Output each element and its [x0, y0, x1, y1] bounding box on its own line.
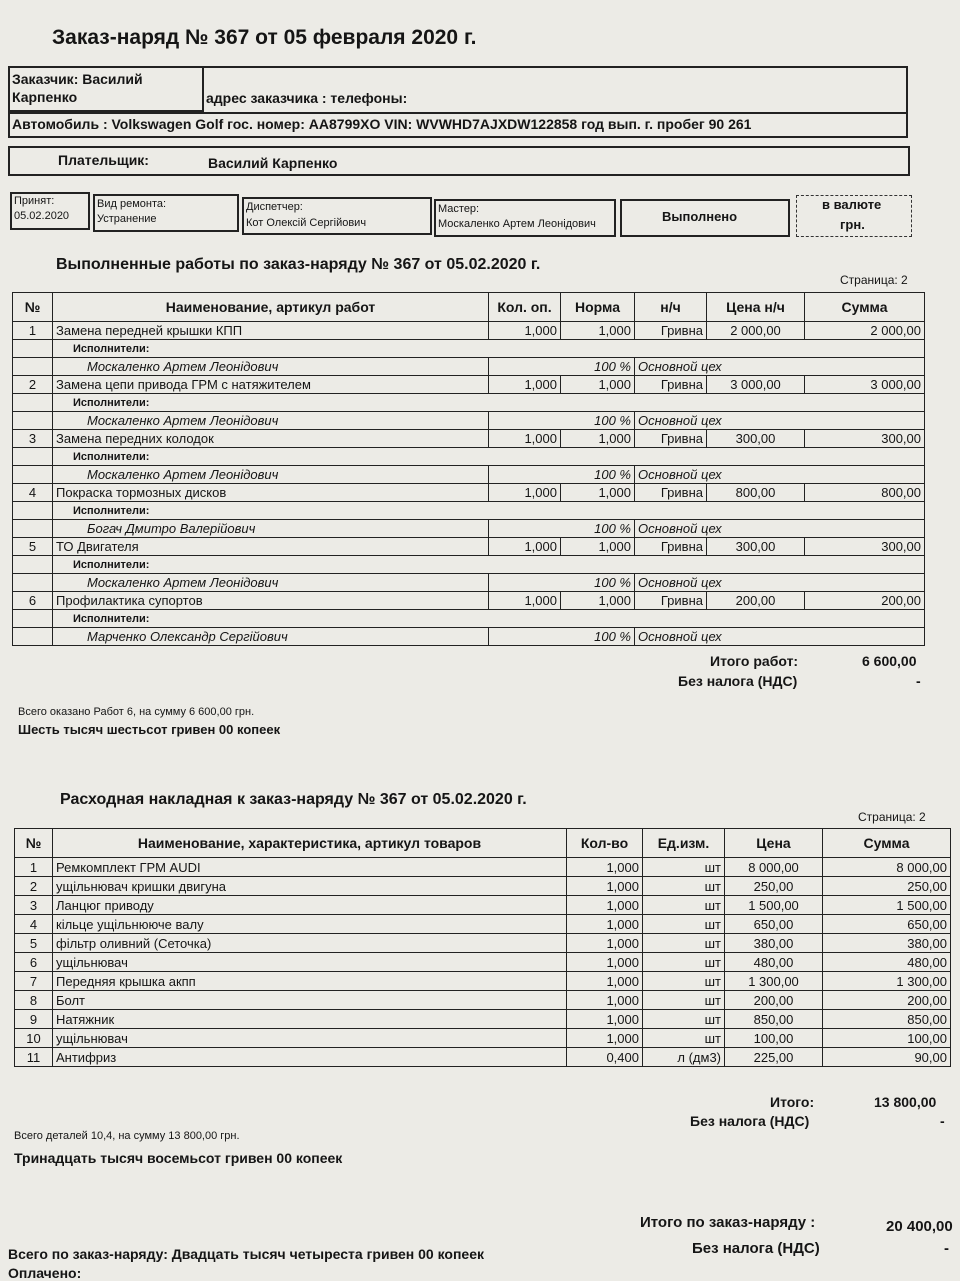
works-performer-pct: 100 % [489, 628, 635, 646]
goods-row-name: фільтр оливний (Сеточка) [53, 934, 567, 953]
works-total-label: Итого работ: [710, 653, 799, 669]
goods-row-price: 1 500,00 [725, 896, 823, 915]
dispatcher-label: Диспетчер: [246, 201, 303, 213]
goods-row-qty: 1,000 [567, 1010, 643, 1029]
works-row [13, 484, 925, 502]
goods-table [14, 828, 951, 1067]
works-performer-shop: Основной цех [635, 574, 925, 592]
currency-label: в валюте [822, 197, 882, 212]
goods-col-n: № [15, 829, 53, 858]
works-page: Страница: 2 [840, 273, 908, 287]
document-title: Заказ-наряд № 367 от 05 февраля 2020 г. [52, 26, 477, 49]
works-row-name: Покраска тормозных дисков [53, 484, 489, 502]
goods-row [15, 991, 951, 1010]
goods-row-unit: шт [643, 858, 725, 877]
goods-row [15, 915, 951, 934]
works-row-price: 200,00 [707, 592, 805, 610]
works-row-unit: Гривна [635, 430, 707, 448]
goods-row-sum: 480,00 [823, 953, 951, 972]
works-performer-pct: 100 % [489, 520, 635, 538]
grand-total-label: Итого по заказ-наряду : [640, 1214, 816, 1231]
works-performers-row [13, 394, 925, 412]
goods-row-price: 850,00 [725, 1010, 823, 1029]
goods-row-number: 9 [15, 1010, 53, 1029]
goods-row-price: 225,00 [725, 1048, 823, 1067]
works-col-unit: н/ч [635, 293, 707, 322]
works-blank-cell [13, 340, 53, 358]
works-performer-shop: Основной цех [635, 628, 925, 646]
goods-row-unit: шт [643, 1010, 725, 1029]
goods-row [15, 896, 951, 915]
goods-row-qty: 1,000 [567, 896, 643, 915]
works-row-norm: 1,000 [561, 538, 635, 556]
car-line: Автомобиль : Volkswagen Golf гос. номер: AA8799XO VIN: WVWHD7AJXDW122858 год вып. г. пробег 90 261 [12, 116, 752, 132]
goods-row-name: Болт [53, 991, 567, 1010]
works-row-price: 2 000,00 [707, 322, 805, 340]
goods-row-price: 100,00 [725, 1029, 823, 1048]
goods-row [15, 934, 951, 953]
works-col-sum: Сумма [805, 293, 925, 322]
payer-label: Плательщик: [58, 152, 149, 168]
goods-row-number: 5 [15, 934, 53, 953]
goods-row-name: кільце ущільнююче валу [53, 915, 567, 934]
works-row-number: 6 [13, 592, 53, 610]
works-performer-shop: Основной цех [635, 412, 925, 430]
grand-total-words: Всего по заказ-наряду: Двадцать тысяч четыреста гривен 00 копеек [8, 1246, 484, 1262]
accepted-label: Принят: [14, 195, 55, 207]
goods-row-qty: 1,000 [567, 877, 643, 896]
master-label: Мастер: [438, 203, 480, 215]
works-blank-cell [13, 574, 53, 592]
works-performer-name: Марченко Олександр Сергійович [53, 628, 489, 646]
works-performer-name: Москаленко Артем Леонідович [53, 466, 489, 484]
works-performers-label: Исполнители: [53, 448, 925, 466]
dispatcher-value: Кот Олексій Сергійович [246, 217, 367, 229]
works-blank-cell [13, 520, 53, 538]
works-tax-label: Без налога (НДС) [678, 673, 798, 689]
works-performers-row [13, 502, 925, 520]
goods-row-price: 480,00 [725, 953, 823, 972]
works-row-qty: 1,000 [489, 322, 561, 340]
works-row-name: Замена цепи привода ГРМ с натяжителем [53, 376, 489, 394]
goods-row-name: ущільнювач [53, 953, 567, 972]
goods-row-sum: 200,00 [823, 991, 951, 1010]
works-summary-small: Всего оказано Работ 6, на сумму 6 600,00 грн. [18, 706, 255, 718]
works-row-price: 300,00 [707, 430, 805, 448]
goods-row [15, 953, 951, 972]
works-row-norm: 1,000 [561, 484, 635, 502]
works-blank-cell [13, 556, 53, 574]
goods-row-sum: 1 300,00 [823, 972, 951, 991]
goods-row [15, 972, 951, 991]
goods-row-unit: шт [643, 934, 725, 953]
works-row-number: 1 [13, 322, 53, 340]
works-performers-label: Исполнители: [53, 556, 925, 574]
goods-row [15, 877, 951, 896]
goods-row-name: Антифриз [53, 1048, 567, 1067]
goods-row-unit: шт [643, 991, 725, 1010]
works-performer-shop: Основной цех [635, 358, 925, 376]
works-row-qty: 1,000 [489, 484, 561, 502]
works-header-row [13, 293, 925, 322]
works-performer-name: Москаленко Артем Леонідович [53, 412, 489, 430]
works-performer-row [13, 628, 925, 646]
works-row-unit: Гривна [635, 322, 707, 340]
goods-row-name: ущільнювач кришки двигуна [53, 877, 567, 896]
goods-header-row [15, 829, 951, 858]
goods-row-unit: шт [643, 915, 725, 934]
goods-row-sum: 1 500,00 [823, 896, 951, 915]
goods-tax-value: - [940, 1113, 945, 1129]
goods-row-qty: 1,000 [567, 915, 643, 934]
goods-row-sum: 90,00 [823, 1048, 951, 1067]
works-row-sum: 300,00 [805, 430, 925, 448]
works-row-number: 3 [13, 430, 53, 448]
goods-summary-words: Тринадцать тысяч восемьсот гривен 00 копеек [14, 1150, 343, 1166]
works-row-unit: Гривна [635, 484, 707, 502]
goods-total-label: Итого: [770, 1094, 815, 1110]
works-col-norm: Норма [561, 293, 635, 322]
goods-row-sum: 250,00 [823, 877, 951, 896]
goods-row-qty: 1,000 [567, 858, 643, 877]
goods-row-number: 10 [15, 1029, 53, 1048]
goods-row-price: 650,00 [725, 915, 823, 934]
works-performer-shop: Основной цех [635, 520, 925, 538]
works-blank-cell [13, 412, 53, 430]
goods-row-name: Натяжник [53, 1010, 567, 1029]
works-row-unit: Гривна [635, 376, 707, 394]
goods-row-name: Ланцюг приводу [53, 896, 567, 915]
goods-title: Расходная накладная к заказ-наряду № 367 от 05.02.2020 г. [60, 791, 527, 808]
goods-row-unit: л (дм3) [643, 1048, 725, 1067]
goods-row-name: Ремкомплект ГРМ AUDI [53, 858, 567, 877]
works-blank-cell [13, 394, 53, 412]
works-summary-words: Шесть тысяч шестьсот гривен 00 копеек [18, 722, 281, 737]
works-row-norm: 1,000 [561, 430, 635, 448]
works-performer-pct: 100 % [489, 412, 635, 430]
works-row-unit: Гривна [635, 538, 707, 556]
address-label: адрес заказчика : телефоны: [206, 90, 408, 106]
goods-col-sum: Сумма [823, 829, 951, 858]
works-performer-row [13, 358, 925, 376]
repair-label: Вид ремонта: [97, 198, 167, 210]
works-row-number: 2 [13, 376, 53, 394]
works-performer-pct: 100 % [489, 574, 635, 592]
works-blank-cell [13, 628, 53, 646]
works-tax-value: - [916, 673, 921, 689]
goods-row-sum: 380,00 [823, 934, 951, 953]
works-row [13, 538, 925, 556]
goods-row-name: ущільнювач [53, 1029, 567, 1048]
goods-row-unit: шт [643, 953, 725, 972]
goods-row [15, 1010, 951, 1029]
works-row-name: Замена передних колодок [53, 430, 489, 448]
works-row-price: 3 000,00 [707, 376, 805, 394]
goods-tax-label: Без налога (НДС) [690, 1113, 810, 1129]
works-blank-cell [13, 448, 53, 466]
goods-page: Страница: 2 [858, 810, 926, 824]
goods-row [15, 1029, 951, 1048]
works-performer-row [13, 412, 925, 430]
works-performer-row [13, 520, 925, 538]
goods-row-price: 1 300,00 [725, 972, 823, 991]
works-performers-label: Исполнители: [53, 610, 925, 628]
goods-row-number: 1 [15, 858, 53, 877]
works-row-qty: 1,000 [489, 430, 561, 448]
goods-row [15, 858, 951, 877]
works-row-norm: 1,000 [561, 322, 635, 340]
goods-row-price: 250,00 [725, 877, 823, 896]
repair-value: Устранение [97, 213, 157, 225]
goods-summary-small: Всего деталей 10,4, на сумму 13 800,00 грн. [14, 1130, 240, 1142]
master-value: Москаленко Артем Леонідович [438, 218, 596, 230]
customer-name: Василий Карпенко [12, 71, 143, 105]
works-row-name: Профилактика супортов [53, 592, 489, 610]
works-blank-cell [13, 610, 53, 628]
goods-col-qty: Кол-во [567, 829, 643, 858]
grand-tax-value: - [944, 1240, 949, 1257]
works-performers-label: Исполнители: [53, 340, 925, 358]
works-row-sum: 200,00 [805, 592, 925, 610]
works-row-sum: 2 000,00 [805, 322, 925, 340]
goods-row-unit: шт [643, 877, 725, 896]
goods-row-number: 3 [15, 896, 53, 915]
works-performer-shop: Основной цех [635, 466, 925, 484]
works-total-value: 6 600,00 [862, 653, 917, 669]
works-row [13, 322, 925, 340]
works-row-qty: 1,000 [489, 376, 561, 394]
goods-row-price: 200,00 [725, 991, 823, 1010]
works-blank-cell [13, 466, 53, 484]
works-performer-name: Богач Дмитро Валерійович [53, 520, 489, 538]
works-performers-row [13, 340, 925, 358]
works-row-sum: 300,00 [805, 538, 925, 556]
works-row-norm: 1,000 [561, 376, 635, 394]
works-blank-cell [13, 358, 53, 376]
goods-row-qty: 1,000 [567, 991, 643, 1010]
works-row-name: ТО Двигателя [53, 538, 489, 556]
works-performer-name: Москаленко Артем Леонідович [53, 358, 489, 376]
goods-row-unit: шт [643, 1029, 725, 1048]
goods-col-unit: Ед.изм. [643, 829, 725, 858]
works-blank-cell [13, 502, 53, 520]
paid-label: Оплачено: [8, 1265, 82, 1281]
goods-row-unit: шт [643, 972, 725, 991]
goods-row-qty: 1,000 [567, 934, 643, 953]
works-row [13, 430, 925, 448]
goods-row-sum: 650,00 [823, 915, 951, 934]
status-text: Выполнено [662, 209, 738, 224]
works-row-name: Замена передней крышки КПП [53, 322, 489, 340]
works-performers-row [13, 448, 925, 466]
works-performers-label: Исполнители: [53, 394, 925, 412]
goods-row-sum: 100,00 [823, 1029, 951, 1048]
customer-text [12, 70, 197, 106]
goods-col-name: Наименование, характеристика, артикул товаров [53, 829, 567, 858]
goods-row-number: 11 [15, 1048, 53, 1067]
works-performer-pct: 100 % [489, 466, 635, 484]
works-col-price: Цена н/ч [707, 293, 805, 322]
goods-row-price: 380,00 [725, 934, 823, 953]
goods-row-number: 7 [15, 972, 53, 991]
goods-row-number: 6 [15, 953, 53, 972]
goods-row-name: Передняя крышка акпп [53, 972, 567, 991]
currency-value: грн. [840, 217, 865, 232]
goods-row-sum: 850,00 [823, 1010, 951, 1029]
goods-row-number: 2 [15, 877, 53, 896]
works-row-price: 300,00 [707, 538, 805, 556]
payer-name: Василий Карпенко [208, 155, 338, 171]
works-performer-pct: 100 % [489, 358, 635, 376]
goods-col-price: Цена [725, 829, 823, 858]
works-row-sum: 800,00 [805, 484, 925, 502]
works-row-price: 800,00 [707, 484, 805, 502]
goods-row-sum: 8 000,00 [823, 858, 951, 877]
goods-row-qty: 1,000 [567, 953, 643, 972]
accepted-value: 05.02.2020 [14, 210, 70, 222]
works-table [12, 292, 925, 646]
works-row-norm: 1,000 [561, 592, 635, 610]
works-row-qty: 1,000 [489, 538, 561, 556]
grand-total-value: 20 400,00 [886, 1218, 953, 1235]
works-row-number: 5 [13, 538, 53, 556]
goods-total-value: 13 800,00 [874, 1094, 937, 1110]
works-row-qty: 1,000 [489, 592, 561, 610]
goods-row [15, 1048, 951, 1067]
works-col-qty: Кол. оп. [489, 293, 561, 322]
customer-label: Заказчик: [12, 71, 79, 87]
goods-row-unit: шт [643, 896, 725, 915]
works-performer-row [13, 466, 925, 484]
goods-row-number: 8 [15, 991, 53, 1010]
works-performers-label: Исполнители: [53, 502, 925, 520]
grand-tax-label: Без налога (НДС) [692, 1240, 820, 1257]
works-performers-row [13, 556, 925, 574]
works-row-number: 4 [13, 484, 53, 502]
works-row-sum: 3 000,00 [805, 376, 925, 394]
goods-row-qty: 1,000 [567, 972, 643, 991]
works-performer-name: Москаленко Артем Леонідович [53, 574, 489, 592]
works-performers-row [13, 610, 925, 628]
works-col-n: № [13, 293, 53, 322]
works-performer-row [13, 574, 925, 592]
works-col-name: Наименование, артикул работ [53, 293, 489, 322]
works-title: Выполненные работы по заказ-наряду № 367 от 05.02.2020 г. [56, 256, 541, 273]
works-row [13, 376, 925, 394]
goods-row-number: 4 [15, 915, 53, 934]
goods-row-price: 8 000,00 [725, 858, 823, 877]
goods-row-qty: 1,000 [567, 1029, 643, 1048]
works-row-unit: Гривна [635, 592, 707, 610]
goods-row-qty: 0,400 [567, 1048, 643, 1067]
works-row [13, 592, 925, 610]
